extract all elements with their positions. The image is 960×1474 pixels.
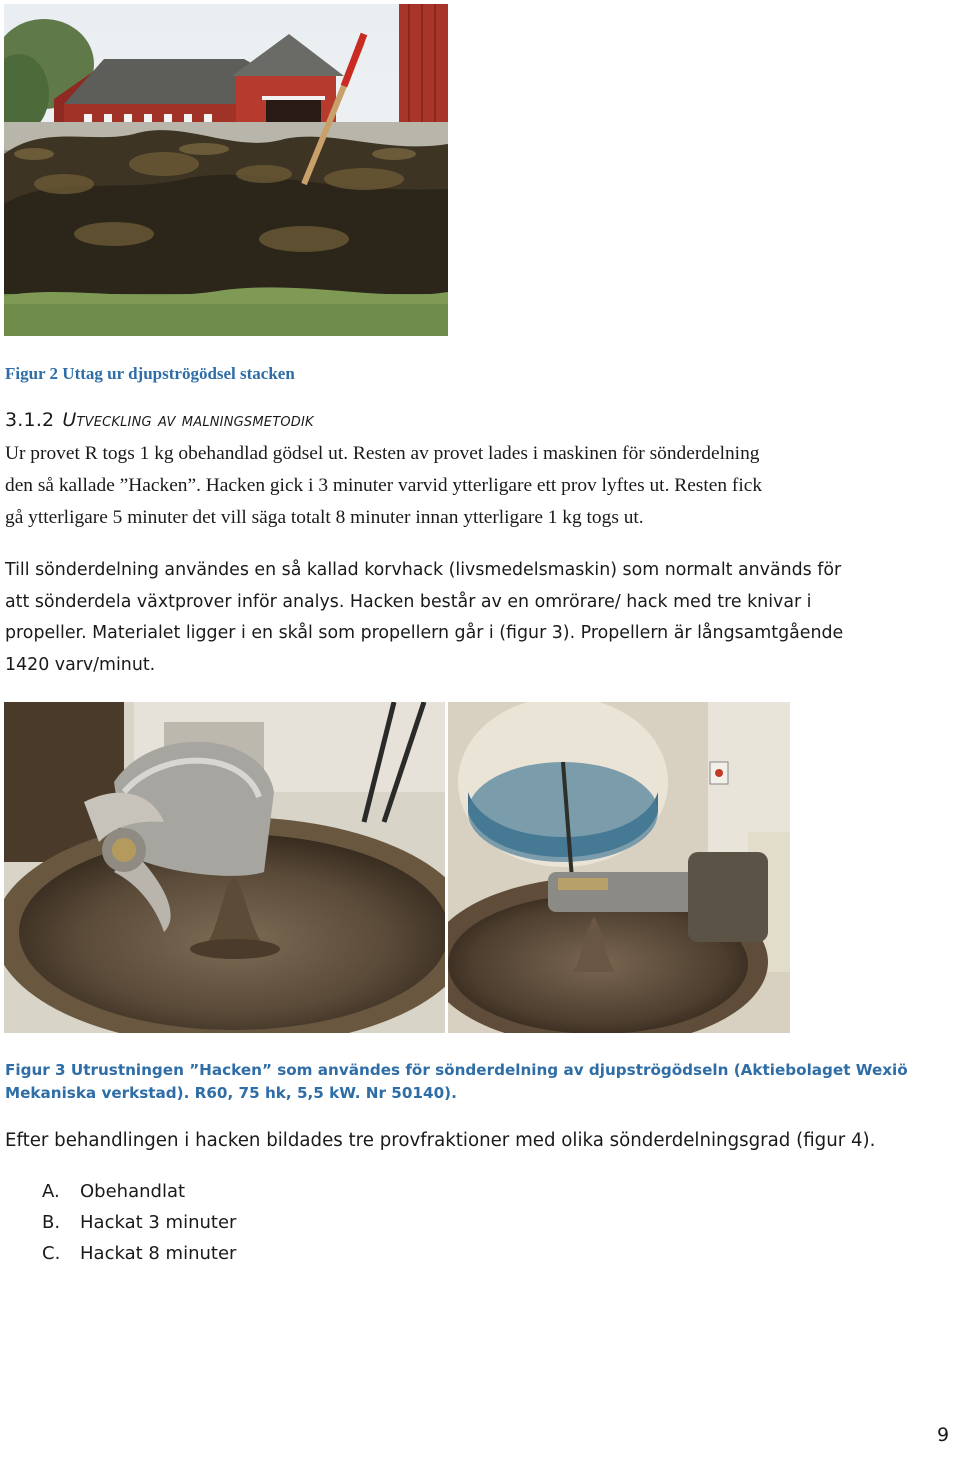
section-number: 3.1.2 xyxy=(5,409,55,431)
paragraph-2-line: att sönderdela växtprover inför analys. Hacken består av en omrörare/ hack med tre knivar i xyxy=(5,591,812,612)
figure-3-photo-left xyxy=(4,702,445,1033)
figure-3-photo-right xyxy=(448,702,790,1033)
paragraph-1 xyxy=(5,438,960,534)
list-item xyxy=(42,1207,236,1238)
list-item xyxy=(42,1176,236,1207)
paragraph-2-line: 1420 varv/minut. xyxy=(5,654,156,675)
paragraph-1-line: gå ytterligare 5 minuter det vill säga totalt 8 minuter innan ytterligare 1 kg togs ut. xyxy=(5,507,644,528)
paragraph-1-line: den så kallade ”Hacken”. Hacken gick i 3 minuter varvid ytterligare ett prov lyftes ut. Resten fick xyxy=(5,475,763,496)
list-label: Hackat 3 minuter xyxy=(80,1212,237,1233)
page-number: 9 xyxy=(937,1424,950,1446)
list-marker: C. xyxy=(42,1243,61,1264)
section-title: Utveckling av malningsmetodik xyxy=(62,409,314,431)
figure-2-caption: Figur 2 Uttag ur djupströgödsel stacken xyxy=(5,364,295,383)
list-label: Hackat 8 minuter xyxy=(80,1243,237,1264)
figure-3-caption xyxy=(5,1059,955,1105)
figure-2-photo xyxy=(4,4,448,336)
figure-3-caption-line: Figur 3 Utrustningen ”Hacken” som användes för sönderdelning av djupströgödseln (Aktiebolaget Wexiö xyxy=(5,1061,908,1079)
section-heading xyxy=(5,409,314,431)
list-marker: A. xyxy=(42,1181,60,1202)
paragraph-2 xyxy=(5,555,960,681)
paragraph-1-line: Ur provet R togs 1 kg obehandlad gödsel ut. Resten av provet lades i maskinen för sönderdelning xyxy=(5,443,760,464)
list-label: Obehandlat xyxy=(80,1181,186,1202)
list-item xyxy=(42,1238,236,1269)
list-marker: B. xyxy=(42,1212,61,1233)
bowl-cutter-lid-photo-icon xyxy=(448,702,790,1033)
paragraph-2-line: Till sönderdelning användes en så kallad korvhack (livsmedelsmaskin) som normalt används för xyxy=(5,560,842,580)
paragraph-3: Efter behandlingen i hacken bildades tre provfraktioner med olika sönderdelningsgrad (figur 4). xyxy=(5,1130,876,1151)
paragraph-2-line: propeller. Materialet ligger i en skål som propellern går i (figur 3). Propellern är långsamtgående xyxy=(5,623,844,643)
bowl-cutter-blades-photo-icon xyxy=(4,702,445,1033)
manure-pile-barn-photo-icon xyxy=(4,4,448,336)
fraction-list xyxy=(42,1176,236,1269)
figure-3-caption-line: Mekaniska verkstad). R60, 75 hk, 5,5 kW. Nr 50140). xyxy=(5,1084,457,1102)
